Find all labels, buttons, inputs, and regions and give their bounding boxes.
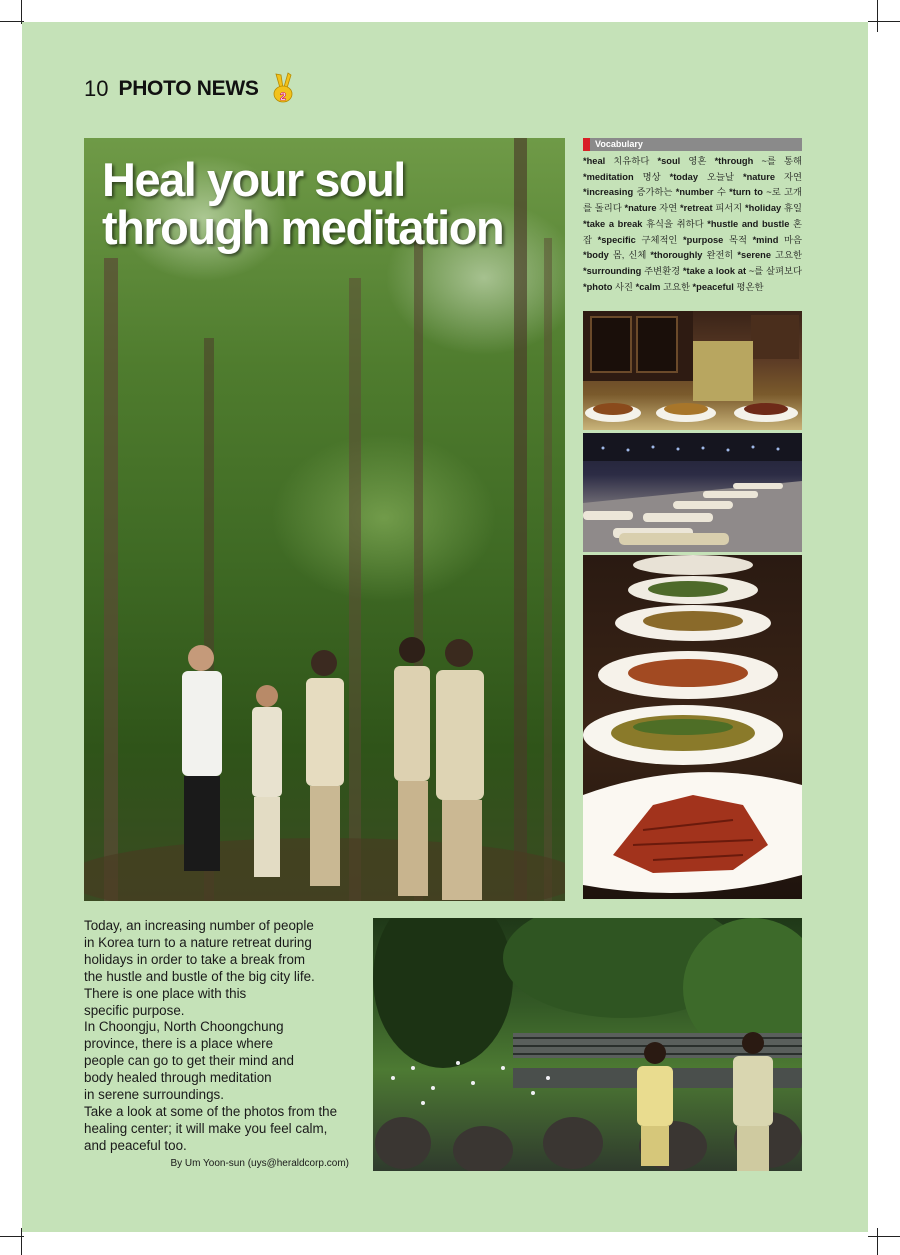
vocab-term: *increasing — [583, 187, 634, 198]
vocabulary-label: Vocabulary — [583, 138, 802, 151]
vocab-term: *specific — [597, 234, 636, 245]
vocab-term: *peaceful — [692, 281, 734, 292]
vocab-term: *thoroughly — [650, 250, 703, 261]
page-header — [84, 72, 295, 106]
vocab-meaning: 혼잡 — [583, 218, 802, 245]
temple-courtyard-photo — [373, 918, 802, 1171]
vocab-meaning: 오늘날 — [707, 171, 734, 182]
crop-mark-bottom-right-v — [877, 1228, 878, 1255]
vocab-meaning: 피서지 — [715, 203, 743, 214]
vocab-meaning: 평온한 — [736, 281, 764, 292]
svg-text:2: 2 — [279, 91, 286, 103]
crop-mark-top-left-v — [21, 0, 22, 24]
crop-mark-top-right-h — [868, 21, 900, 22]
vocab-term: *serene — [737, 250, 772, 261]
vocab-meaning: 자연 — [784, 171, 802, 182]
vocab-meaning: 수 — [716, 187, 726, 198]
vocab-meaning: 증가하는 — [636, 187, 673, 198]
vocab-meaning: 휴일 — [783, 203, 802, 214]
vocab-term: *number — [675, 187, 714, 198]
vocab-meaning: 명상 — [642, 171, 661, 182]
vocab-meaning: ~로 고개를 돌리다 — [583, 187, 802, 214]
vocab-term: *soul — [657, 156, 681, 166]
food-bowls-photo — [583, 311, 802, 430]
vocabulary-box — [583, 138, 802, 295]
crop-mark-bottom-right-h — [868, 1236, 900, 1237]
vocab-meaning: 고요한 — [663, 281, 690, 292]
vocab-meaning: 영혼 — [688, 156, 707, 166]
vocab-term: *through — [714, 156, 754, 166]
vocab-term: *take a break — [583, 218, 643, 229]
section-title: PHOTO NEWS — [118, 77, 259, 100]
crop-mark-top-right-v — [877, 0, 878, 32]
vocab-term: *surrounding — [583, 265, 642, 276]
vocab-term: *turn to — [729, 187, 763, 198]
vocab-meaning: 구체적인 — [641, 234, 678, 245]
vocab-term: *nature — [624, 203, 657, 214]
vocab-meaning: 주변환경 — [644, 265, 681, 276]
vocab-meaning: 사진 — [615, 281, 633, 292]
temple-food-dishes-photo — [583, 555, 802, 899]
vocab-term: *purpose — [683, 234, 724, 245]
article-body: Today, an increasing number of people in Korea turn to a nature retreat during holidays in order to take a break from the hustle and bustle of the big city life. There is one place with this specific purpose. In Choongju, North Choongchung province, there is a place where people can go to get their mind and body healed through meditation in serene surroundings. Take a look at some of the photos from the healing center; it will make you feel calm, and peaceful too. — [84, 918, 338, 1153]
vocab-term: *hustle and bustle — [707, 218, 790, 229]
vocab-term: *body — [583, 250, 609, 261]
vocab-term: *photo — [583, 281, 613, 292]
vocab-term: *meditation — [583, 171, 634, 182]
crop-mark-bottom-left-v — [21, 1228, 22, 1255]
vocab-meaning: 고요한 — [775, 250, 802, 261]
vocab-meaning: 자연 — [659, 203, 678, 214]
vocab-term: *today — [669, 171, 699, 182]
vocab-meaning: 목적 — [728, 234, 747, 245]
article-byline: By Um Yoon-sun (uys@heraldcorp.com) — [170, 1158, 349, 1169]
vocab-meaning: 완전히 — [706, 250, 734, 261]
vocab-term: *nature — [742, 171, 775, 182]
vocab-term: *holiday — [745, 203, 782, 214]
vocab-meaning: 치유하다 — [613, 156, 650, 166]
peace-hand-icon — [269, 72, 295, 106]
vocab-term: *calm — [635, 281, 661, 292]
forest-walk-photo — [84, 138, 565, 901]
vocab-meaning: ~를 통해 — [761, 156, 802, 166]
meditation-hall-photo — [583, 433, 802, 552]
vocab-meaning: 몸, 신체 — [612, 250, 647, 261]
vocab-meaning: 휴식을 취하다 — [646, 218, 704, 229]
vocab-term: *mind — [752, 234, 779, 245]
article-headline: Heal your soul through meditation — [102, 153, 504, 254]
vocab-meaning: ~를 살펴보다 — [748, 265, 802, 276]
vocab-term: *retreat — [679, 203, 713, 214]
vocab-meaning: 마음 — [784, 234, 802, 245]
vocab-term: *take a look at — [682, 265, 747, 276]
vocab-term: *heal — [583, 156, 606, 166]
magazine-page — [22, 22, 868, 1232]
page-number: 10 — [84, 76, 109, 101]
vocabulary-list — [583, 154, 802, 295]
